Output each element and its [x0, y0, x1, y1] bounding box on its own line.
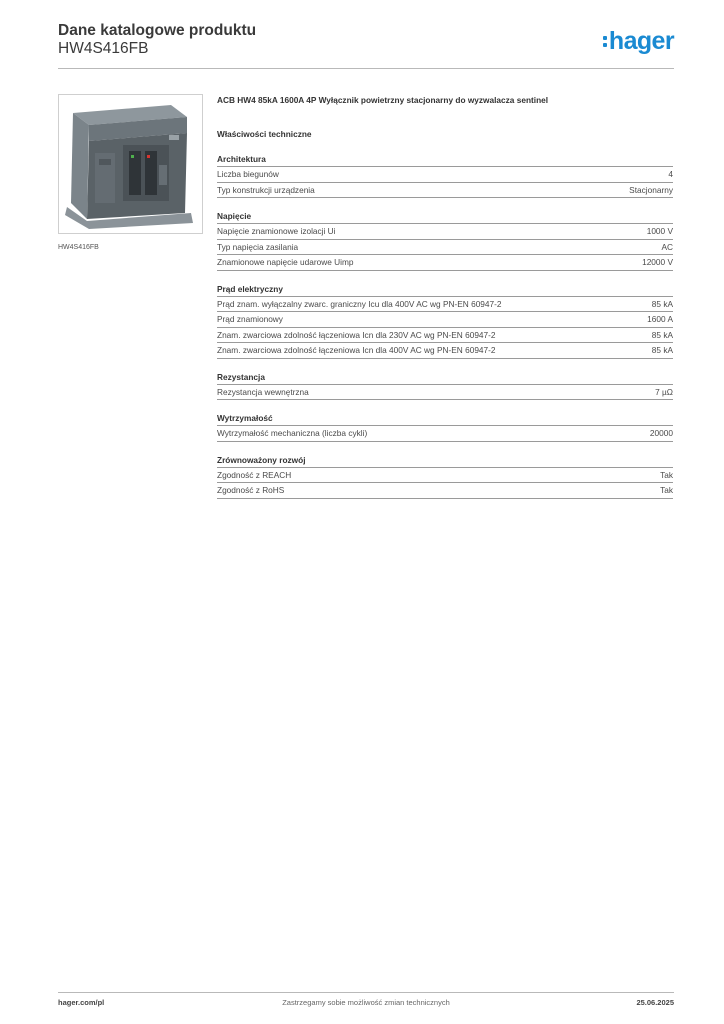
product-image	[58, 94, 203, 234]
spec-content	[217, 94, 673, 499]
spec-row	[217, 297, 673, 313]
product-code: HW4S416FB	[58, 40, 149, 57]
spec-label: Znam. zwarciowa zdolność łączeniowa Icn dla 230V AC wg PN-EN 60947-2	[217, 329, 496, 340]
spec-group-prad-elektryczny	[217, 283, 673, 359]
hager-logo	[603, 26, 674, 56]
spec-label: Zgodność z REACH	[217, 469, 292, 480]
spec-value: 1600 A	[647, 314, 673, 325]
logo-colon-mark	[603, 36, 607, 47]
spec-value: Tak	[660, 469, 673, 480]
circuit-breaker-illustration	[59, 95, 202, 233]
spec-row	[217, 183, 673, 199]
image-caption: HW4S416FB	[58, 244, 99, 251]
spec-row	[217, 255, 673, 271]
spec-group-rezystancja	[217, 371, 673, 401]
document-title: Dane katalogowe produktu	[58, 22, 257, 39]
page-footer	[58, 998, 674, 1010]
spec-group-zrownowazony-rozwoj	[217, 454, 673, 499]
spec-group-napiecie	[217, 210, 673, 271]
group-title: Napięcie	[217, 210, 673, 224]
header-divider	[58, 68, 674, 69]
section-title: Właściwości techniczne	[217, 129, 312, 139]
group-title: Zrównoważony rozwój	[217, 454, 673, 468]
spec-row	[217, 167, 673, 183]
footer-date: 25.06.2025	[636, 998, 674, 1007]
footer-site-link[interactable]: hager.com/pl	[58, 998, 105, 1007]
spec-label: Znam. zwarciowa zdolność łączeniowa Icn dla 400V AC wg PN-EN 60947-2	[217, 345, 496, 356]
group-title: Rezystancja	[217, 371, 673, 385]
spec-value: 85 kA	[651, 298, 673, 309]
spec-value: Tak	[660, 485, 673, 496]
spec-value: 12000 V	[642, 257, 673, 268]
spec-value: 20000	[649, 428, 673, 439]
spec-label: Prąd znam. wyłączalny zwarc. graniczny Icu dla 400V AC wg PN-EN 60947-2	[217, 298, 502, 309]
spec-group-wytrzymalosc	[217, 412, 673, 442]
logo-text: hager	[608, 27, 674, 55]
group-title: Wytrzymałość	[217, 412, 673, 426]
spec-row	[217, 468, 673, 484]
footer-divider	[58, 992, 674, 993]
spec-row	[217, 240, 673, 256]
spec-row	[217, 224, 673, 240]
spec-value: 1000 V	[646, 226, 673, 237]
spec-value: 4	[668, 169, 673, 180]
spec-value: 7 µΩ	[655, 386, 673, 397]
spec-row	[217, 343, 673, 359]
spec-group-architektura	[217, 153, 673, 198]
spec-label: Rezystancja wewnętrzna	[217, 386, 309, 397]
product-description: ACB HW4 85kA 1600A 4P Wyłącznik powietrzny stacjonarny do wyzwalacza sentinel	[217, 95, 549, 105]
spec-label: Znamionowe napięcie udarowe Uimp	[217, 257, 354, 268]
footer-note: Zastrzegamy sobie możliwość zmian technicznych	[282, 998, 450, 1007]
spec-value: AC	[661, 241, 673, 252]
spec-row	[217, 312, 673, 328]
spec-row	[217, 426, 673, 442]
spec-row	[217, 483, 673, 499]
group-title: Architektura	[217, 153, 673, 167]
spec-label: Typ napięcia zasilania	[217, 241, 299, 252]
spec-label: Napięcie znamionowe izolacji Ui	[217, 226, 336, 237]
group-title: Prąd elektryczny	[217, 283, 673, 297]
spec-value: Stacjonarny	[629, 184, 673, 195]
spec-row	[217, 328, 673, 344]
page-header	[58, 22, 674, 70]
spec-label: Liczba biegunów	[217, 169, 279, 180]
spec-label: Typ konstrukcji urządzenia	[217, 184, 315, 195]
spec-label: Prąd znamionowy	[217, 314, 283, 325]
spec-row	[217, 385, 673, 401]
spec-value: 85 kA	[651, 329, 673, 340]
spec-label: Wytrzymałość mechaniczna (liczba cykli)	[217, 428, 368, 439]
spec-label: Zgodność z RoHS	[217, 485, 285, 496]
spec-value: 85 kA	[651, 345, 673, 356]
